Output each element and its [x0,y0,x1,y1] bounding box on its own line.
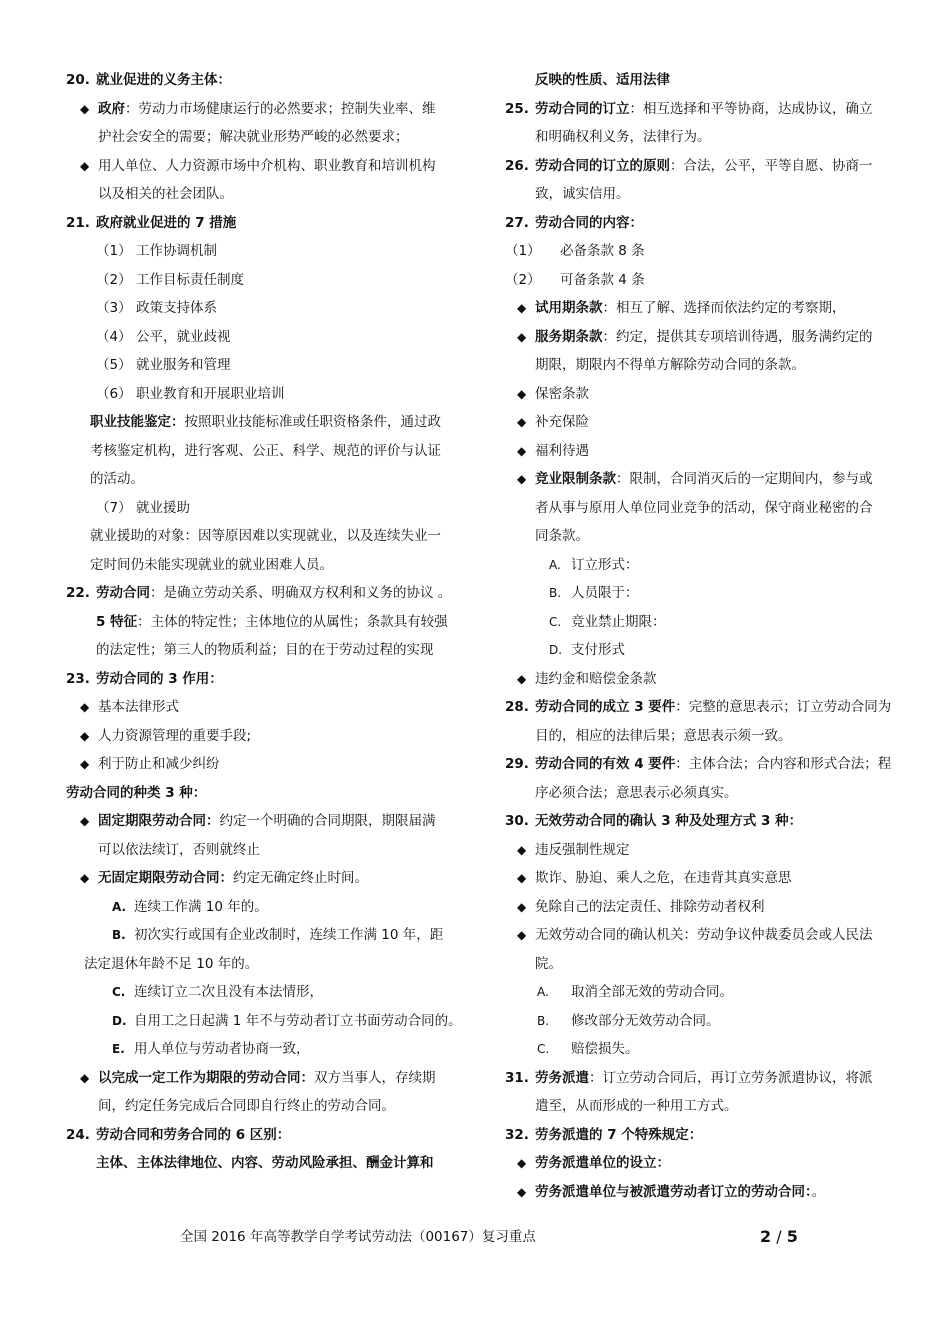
measure-item: （6） 职业教育和开展职业培训 [96,385,285,402]
right-column [505,66,907,1206]
bullet-government: ◆ 政府：劳动力市场健康运行的必然要求；控制失业率、维 [66,95,476,124]
bullet-open-term: ◆ 无固定期限劳动合同：约定无确定终止时间。 [66,864,476,893]
sub-item: （2） 可备条款 4 条 [505,271,645,288]
bullet-item: ◆ 无效劳动合同的确认机关：劳动争议仲裁委员会或人民法 [505,921,907,950]
diamond-bullet-icon: ◆ [517,1184,527,1199]
lettered-item: A. 订立形式： [549,556,639,573]
measure-item: （1） 工作协调机制 [96,243,217,259]
item-27: 27. 劳动合同的内容： [505,214,643,231]
diamond-bullet-icon: ◆ [517,871,527,885]
diamond-bullet-icon: ◆ [517,415,527,429]
text-line: 反映的性质、适用法律 [535,72,670,88]
lettered-item: B. 修改部分无效劳动合同。 [537,1012,720,1029]
bullet-item: ◆ 保密条款 [505,380,907,409]
contract-types-heading: 劳动合同的种类 3 种： [66,784,207,801]
measure-item: （5） 就业服务和管理 [96,357,231,373]
bullet-item: ◆ 劳务派遣单位与被派遣劳动者订立的劳动合同：。 [505,1178,907,1207]
measure-item: （3） 政策支持体系 [96,300,217,316]
diamond-bullet-icon: ◆ [517,842,527,857]
text-line: 和明确权利义务，法律行为。 [535,129,711,145]
text-line: 的法定性；第三人的物质利益；目的在于劳动过程的实现 [96,642,434,658]
bullet-fixed-term: ◆ 固定期限劳动合同：约定一个明确的合同期限，期限届满 [66,807,476,836]
measure-item: （4） 公平，就业歧视 [96,328,231,345]
diamond-bullet-icon: ◆ [517,472,527,486]
bullet-service-period: ◆ 服务期条款：约定，提供其专项培训待遇，服务满约定的 [505,323,907,352]
measure-item: （7） 就业援助 [96,499,190,516]
text-line: 遣至，从而形成的一种用工方式。 [535,1098,738,1114]
measure-item: （2） 工作目标责任制度 [96,271,244,288]
lettered-item: B. 人员限于： [549,585,639,601]
item-21: 21. 政府就业促进的 7 措施 [66,214,237,231]
diamond-bullet-icon: ◆ [517,329,527,344]
bullet-probation: ◆ 试用期条款：相互了解、选择而依法约定的考察期， [505,294,907,323]
diamond-bullet-icon: ◆ [517,1156,527,1170]
skill-appraisal: 职业技能鉴定：按照职业技能标准或任职资格条件，通过政 [90,414,441,430]
bullet-item: ◆ 人力资源管理的重要手段; [66,722,476,751]
text-line: 序必须合法；意思表示必须真实。 [535,784,738,801]
bullet-item: ◆ 违反强制性规定 [505,836,907,865]
diamond-bullet-icon: ◆ [80,101,90,116]
text-line: 致，诚实信用。 [535,186,630,202]
bullet-task-term: ◆ 以完成一定工作为期限的劳动合同：双方当事人，存续期 [66,1064,476,1093]
bullet-item: ◆ 免除自己的法定责任、排除劳动者权利 [505,893,907,922]
bullet-item: ◆ 利于防止和减少纠纷 [66,750,476,779]
lettered-item: C. 竞业禁止期限： [549,613,666,630]
lettered-item: C. 连续订立二次且没有本法情形， [112,984,323,1000]
text-line: 期限，期限内不得单方解除劳动合同的条款。 [535,357,805,373]
item-20: 20. 就业促进的义务主体： [66,72,231,88]
text-line: 同条款。 [535,528,589,544]
bullet-item: ◆ 基本法律形式 [66,693,476,722]
text-line: 目的，相应的法律后果；意思表示须一致。 [535,727,792,744]
lettered-item: E. 用人单位与劳动者协商一致， [112,1041,310,1057]
bullet-non-compete: ◆ 竞业限制条款：限制，合同消灭后的一定期间内，参与或 [505,465,907,494]
item-22: 22. 劳动合同：是确立劳动关系、明确双方权利和义务的协议 。 [66,585,452,601]
text-line: 院。 [535,955,562,972]
diamond-bullet-icon: ◆ [517,671,527,686]
item-23: 23. 劳动合同的 3 作用： [66,670,223,687]
item-28: 28. 劳动合同的成立 3 要件：完整的意思表示；订立劳动合同为 [505,699,892,715]
lettered-item: C. 赔偿损失。 [537,1041,639,1057]
item-26: 26. 劳动合同的订立的原则：合法，公平，平等自愿、协商一 [505,157,873,174]
text-line: 以及相关的社会团队。 [98,186,233,202]
item-25: 25. 劳动合同的订立：相互选择和平等协商，达成协议，确立 [505,100,873,117]
text-line: 就业援助的对象：因等原因难以实现就业，以及连续失业一 [90,528,441,544]
diamond-bullet-icon: ◆ [517,386,527,401]
bullet-item: ◆ 福利待遇 [505,437,907,466]
diamond-bullet-icon: ◆ [80,700,90,714]
page-footer [0,1222,950,1252]
item-30: 30. 无效劳动合同的确认 3 种及处理方式 3 种： [505,813,803,829]
diamond-bullet-icon: ◆ [517,899,527,914]
text-line: 主体、主体法律地位、内容、劳动风险承担、酬金计算和 [96,1155,434,1171]
bullet-item: ◆ 劳务派遣单位的设立： [505,1149,907,1178]
footer-title: 全国 2016 年高等教学自学考试劳动法（00167）复习重点 [180,1229,536,1245]
item-31: 31. 劳务派遣：订立劳动合同后，再订立劳务派遣协议，将派 [505,1069,873,1086]
diamond-bullet-icon: ◆ [517,443,527,458]
sub-item: （1） 必备条款 8 条 [505,243,645,259]
text-line: 护社会安全的需要；解决就业形势严峻的必然要求； [98,129,409,145]
text-line: 可以依法续订，否则就终止 [98,841,260,858]
diamond-bullet-icon: ◆ [80,757,90,771]
lettered-item: D. 自用工之日起满 1 年不与劳动者订立书面劳动合同的。 [112,1012,462,1029]
text-line: 间，约定任务完成后合同即自行终止的劳动合同。 [98,1098,395,1114]
item-32: 32. 劳务派遣的 7 个特殊规定： [505,1126,703,1143]
left-column [66,66,476,1178]
bullet-item: ◆ 补充保险 [505,408,907,437]
diamond-bullet-icon: ◆ [80,871,90,885]
five-features: 5 特征：主体的特定性；主体地位的从属性；条款具有较强 [96,613,448,630]
lettered-item: A. 连续工作满 10 年的。 [112,898,268,915]
text-line: 定时间仍未能实现就业的就业困难人员。 [90,556,333,573]
lettered-item: A. 取消全部无效的劳动合同。 [537,984,733,1000]
diamond-bullet-icon: ◆ [80,158,90,173]
text-line: 法定退休年龄不足 10 年的。 [84,955,259,972]
item-24: 24. 劳动合同和劳务合同的 6 区别： [66,1126,291,1143]
bullet-employers: ◆ 用人单位、人力资源市场中介机构、职业教育和培训机构 [66,152,476,181]
text-line: 的活动。 [90,471,144,487]
diamond-bullet-icon: ◆ [517,928,527,942]
lettered-item: D. 支付形式 [549,642,625,658]
bullet-item: ◆ 欺诈、胁迫、乘人之危，在违背其真实意思 [505,864,907,893]
diamond-bullet-icon: ◆ [80,1070,90,1085]
page-number: 2 / 5 [760,1227,798,1246]
text-line: 者从事与原用人单位同业竞争的活动，保守商业秘密的合 [535,499,873,516]
diamond-bullet-icon: ◆ [517,301,527,315]
bullet-item: ◆ 违约金和赔偿金条款 [505,665,907,694]
item-29: 29. 劳动合同的有效 4 要件：主体合法；合内容和形式合法；程 [505,756,892,772]
text-line: 考核鉴定机构，进行客观、公正、科学、规范的评价与认证 [90,442,441,459]
diamond-bullet-icon: ◆ [80,728,90,743]
lettered-item: B. 初次实行或国有企业改制时，连续工作满 10 年，距 [112,927,444,943]
diamond-bullet-icon: ◆ [80,814,90,828]
